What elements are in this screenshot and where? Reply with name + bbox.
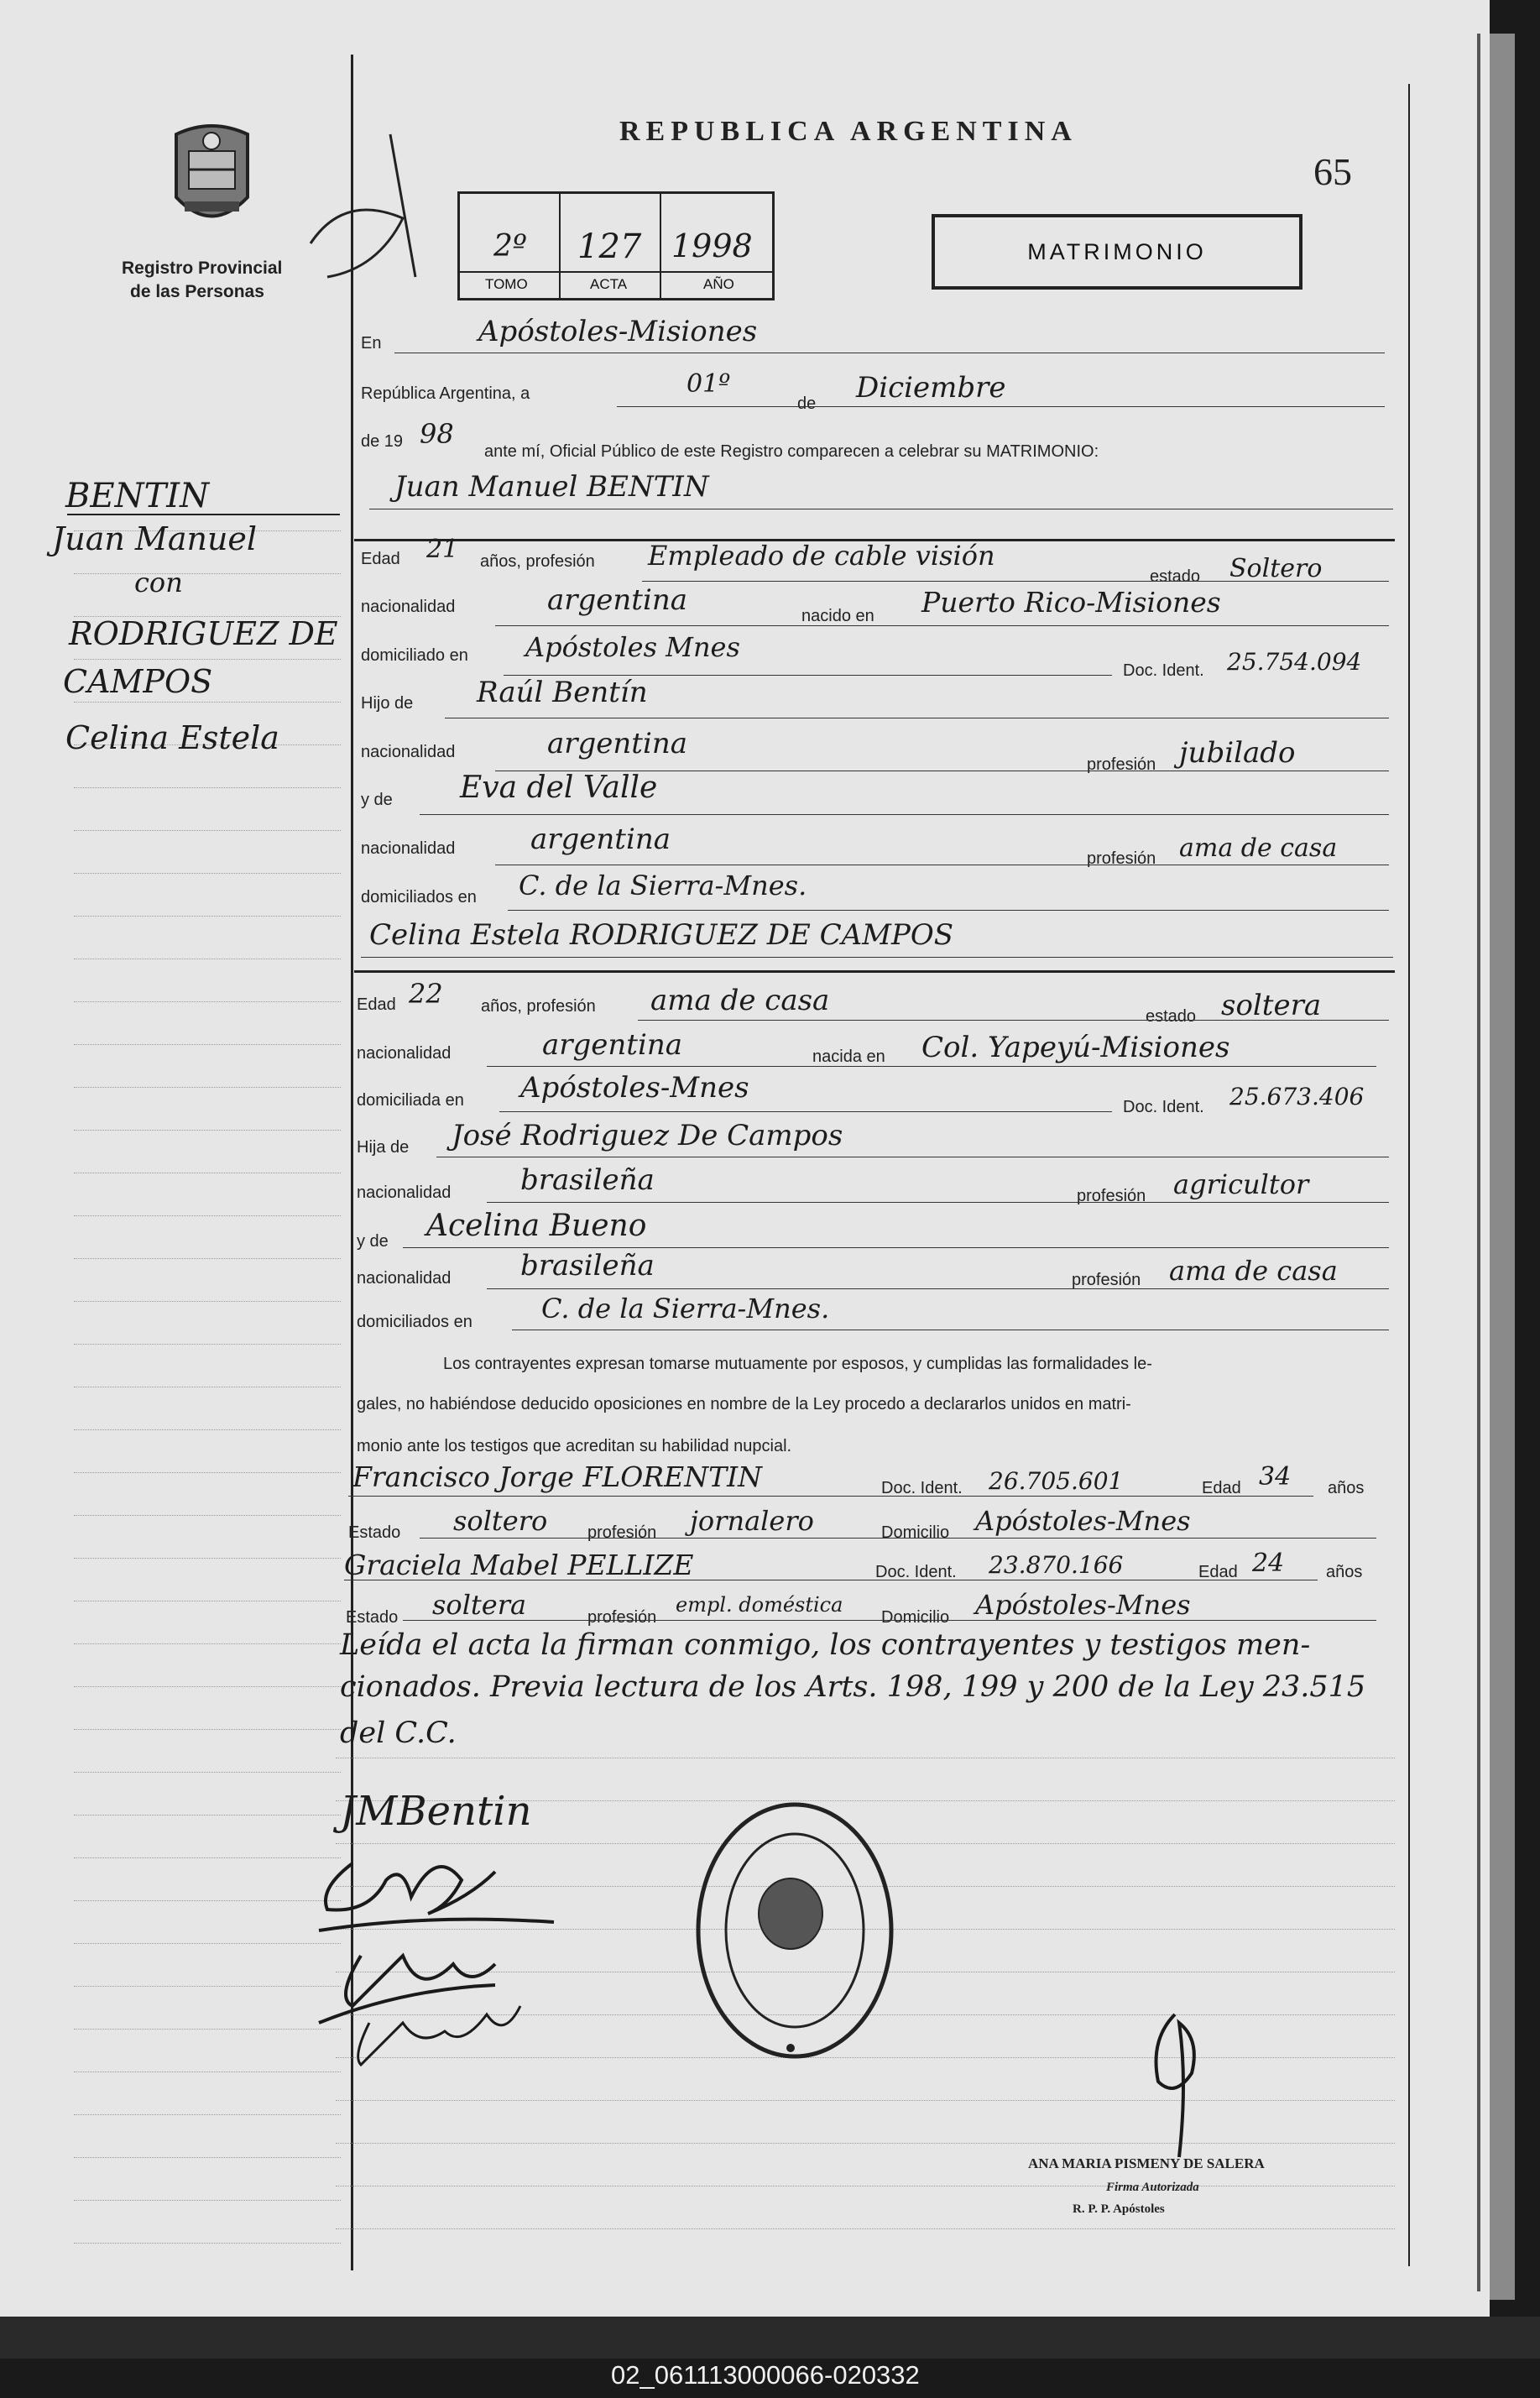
official-name: ANA MARIA PISMENY DE SALERA [1028,2155,1265,2171]
margin-rule [74,1044,341,1045]
bride-father-prof-label: profesión [1077,1187,1146,1205]
bride-father: José Rodriguez De Campos [452,1119,843,1152]
witness1-name: Francisco Jorge FLORENTIN [352,1460,763,1493]
margin-surname: BENTIN [65,477,210,515]
year-suffix-value: 98 [420,418,454,450]
groom-full-name: Juan Manuel BENTIN [394,470,709,504]
witness2-domicilio-label: Domicilio [881,1608,950,1627]
witness1-profesion-label: profesión [587,1523,657,1542]
margin-rule [74,1130,341,1131]
closing-line3: del C.C. [340,1716,457,1750]
groom-civil-status: Soltero [1229,554,1323,583]
witness1-anos-label: años [1328,1479,1365,1497]
bride-name-underline [361,957,1393,958]
groom-parents-domicile: C. de la Sierra-Mnes. [519,870,807,901]
document-type: MATRIMONIO [1027,239,1207,264]
bride-doc-label: Doc. Ident. [1123,1098,1204,1116]
groom-nationality-underline [495,625,1389,626]
groom-hijo-label: Hijo de [361,694,414,713]
bride-full-name: Celina Estela RODRIGUEZ DE CAMPOS [369,918,954,952]
body-rule [336,2228,1395,2229]
groom-domiciliado-label: domiciliado en [361,646,468,665]
witness1-profession: jornalero [690,1505,814,1537]
groom-mother-underline [420,814,1389,815]
bride-domiciliados-label: domiciliados en [357,1313,472,1331]
witness1-doc-label: Doc. Ident. [881,1479,963,1497]
margin-rule [74,2029,341,2030]
tomo-acta-ano-box [457,191,775,300]
bride-profession-underline [638,1020,1389,1021]
margin-rule [74,1943,341,1944]
margin-rule [74,1900,341,1901]
bride-mother-underline [403,1247,1389,1248]
witness2-edad-label: Edad [1198,1563,1238,1581]
witness1-underline [348,1496,1313,1497]
groom-father-nac-label: nacionalidad [361,743,456,761]
groom-profession-underline [642,581,1389,582]
groom-parents-dom-underline [508,910,1389,911]
margin-rule [74,1258,341,1259]
closing-line1: Leída el acta la firman conmigo, los contrayentes y testigos men- [340,1628,1311,1662]
official-title: Firma Autorizada [1106,2181,1199,2194]
registry-name-line2: de las Personas [130,282,264,301]
groom-mother-nac-label: nacionalidad [361,839,456,858]
groom-birthplace: Puerto Rico-Misiones [921,586,1221,619]
bride-divider [354,970,1395,973]
page-edge-line [1477,34,1480,2291]
groom-mother-prof-label: profesión [1087,849,1156,868]
margin-rule [74,1429,341,1430]
groom-anos-profesion-label: años, profesión [480,552,595,571]
country-title: REPUBLICA ARGENTINA [619,116,1078,147]
en-label: En [361,334,382,353]
witness2-civil-status: soltera [432,1589,527,1621]
witness2-estado-underline [403,1620,1376,1621]
ante-label: ante mí, Oficial Público de este Registro comparecen a celebrar su MATRIMONIO: [484,442,1099,461]
year-prefix-label: de 19 [361,432,404,451]
margin-rule [74,1643,341,1644]
margin-rule [74,1686,341,1687]
bride-domicile-underline [499,1111,1112,1112]
groom-estado-label: estado [1150,567,1201,586]
groom-father: Raúl Bentín [477,676,648,709]
margin-rule [74,1515,341,1516]
groom-father-profession: jubilado [1179,736,1296,770]
place-value: Apóstoles-Misiones [478,315,758,348]
ano-label: AÑO [703,276,734,292]
acta-value: 127 [577,227,642,266]
margin-rule [74,1857,341,1858]
bride-anos-profesion-label: años, profesión [481,997,596,1016]
margin-rule [74,873,341,874]
declaration-line3: monio ante los testigos que acreditan su habilidad nupcial. [357,1437,792,1455]
box-divider-1 [559,194,561,298]
box-divider-2 [660,194,661,298]
bride-mother-profession: ama de casa [1169,1255,1338,1287]
day-value: 01º [686,369,731,399]
margin-rule [74,1472,341,1473]
signature-1: JMBentin [340,1788,532,1835]
margin-spouse-first-names: Celina Estela [65,719,279,756]
document-type-box [932,214,1302,290]
declaration-line1: Los contrayentes expresan tomarse mutuamente por esposos, y cumplidas las formalidades le- [443,1355,1152,1373]
page-number: 65 [1313,150,1352,193]
de-label: de [797,394,817,413]
witness2-age: 24 [1252,1549,1285,1578]
tomo-value: 2º [493,229,527,264]
official-office: R. P. P. Apóstoles [1073,2202,1165,2216]
witness2-name: Graciela Mabel PELLIZE [344,1549,694,1581]
bride-mother-nac-label: nacionalidad [357,1269,452,1288]
bride-age: 22 [409,978,443,1010]
registry-name-line1: Registro Provincial [122,259,283,278]
groom-mother: Eva del Valle [460,771,658,805]
margin-rule [74,1772,341,1773]
bride-mother-nac-underline [487,1288,1389,1289]
bride-estado-label: estado [1146,1007,1197,1026]
margin-rule [74,1215,341,1216]
bride-y-de-label: y de [357,1232,389,1251]
margin-rule [74,2114,341,2115]
official-stamp [690,1796,900,2065]
margin-rule [74,1344,341,1345]
witness2-doc-ident: 23.870.166 [989,1551,1124,1579]
witness1-civil-status: soltero [453,1505,548,1537]
official-signature [1141,2006,1217,2166]
margin-rule [74,1087,341,1088]
bride-parents-domicile: C. de la Sierra-Mnes. [541,1293,830,1324]
bride-edad-label: Edad [357,995,396,1014]
bride-civil-status: soltera [1221,989,1322,1022]
book-edge [1490,34,1515,2300]
body-rule [336,2100,1395,2101]
ano-value: 1998 [671,227,753,264]
pen-scribble [277,126,462,294]
bride-domiciliada-label: domiciliada en [357,1091,464,1110]
margin-connector: con [134,567,183,598]
bride-mother-prof-label: profesión [1072,1271,1141,1289]
bottom-shadow [0,2317,1540,2359]
signatures-scribbles [302,1830,571,2073]
bride-hija-label: Hija de [357,1138,410,1157]
bride-father-nationality: brasileña [520,1163,655,1197]
groom-nationality: argentina [547,583,688,617]
witness1-domicile: Apóstoles-Mnes [975,1505,1191,1537]
bride-nacionalidad-label: nacionalidad [357,1044,452,1063]
witness1-age: 34 [1259,1462,1292,1492]
bride-mother: Acelina Bueno [426,1209,647,1243]
margin-spouse-surname-2: CAMPOS [63,663,213,700]
groom-nacido-en-label: nacido en [801,607,874,625]
witness2-doc-label: Doc. Ident. [875,1563,957,1581]
margin-rule [74,1001,341,1002]
file-id: 02_061113000066-020332 [611,2360,920,2390]
margin-rule [74,830,341,831]
bride-domicile: Apóstoles-Mnes [520,1071,749,1105]
margin-rule [74,1558,341,1559]
bride-father-profession: agricultor [1173,1168,1309,1200]
bride-birthplace: Col. Yapeyú-Misiones [921,1031,1230,1064]
groom-profession: Empleado de cable visión [648,540,995,572]
body-rule [336,2143,1395,2144]
groom-age: 21 [426,535,459,564]
bride-nationality: argentina [542,1028,683,1062]
bride-doc-ident: 25.673.406 [1229,1083,1365,1110]
date-underline [617,406,1385,407]
witness2-estado-label: Estado [346,1608,399,1627]
groom-domicile: Apóstoles Mnes [525,631,740,663]
groom-edad-label: Edad [361,550,400,568]
coat-of-arms-emblem [159,118,264,239]
witness2-profession: empl. doméstica [676,1593,843,1617]
bride-father-nac-underline [487,1202,1389,1203]
right-border-line [1408,84,1410,2266]
margin-rule [74,2200,341,2201]
bride-profession: ama de casa [650,984,830,1017]
groom-mother-profession: ama de casa [1179,833,1338,863]
groom-mother-nationality: argentina [530,823,671,856]
margin-rule [74,1301,341,1302]
bride-nacida-en-label: nacida en [812,1047,885,1066]
margin-rule [74,916,341,917]
witness2-profesion-label: profesión [587,1608,657,1627]
groom-doc-label: Doc. Ident. [1123,661,1204,680]
margin-rule [74,2157,341,2158]
margin-rule [74,1986,341,1987]
bride-father-nac-label: nacionalidad [357,1183,452,1202]
margin-spouse-surname-1: RODRIGUEZ DE [69,615,338,652]
box-label-divider [460,271,772,273]
margin-rule [74,787,341,788]
witness1-estado-label: Estado [348,1523,401,1542]
witness1-doc-ident: 26.705.601 [989,1467,1124,1495]
witness2-domicile: Apóstoles-Mnes [975,1589,1191,1621]
margin-rule [74,2071,341,2072]
groom-y-de-label: y de [361,791,393,809]
tomo-label: TOMO [485,276,528,292]
witness1-domicilio-label: Domicilio [881,1523,950,1542]
witness1-estado-underline [420,1538,1376,1539]
declaration-line2: gales, no habiéndose deducido oposiciones en nombre de la Ley procedo a declararlos unidos en matri- [357,1395,1131,1413]
republica-label: República Argentina, a [361,384,530,403]
groom-nacionalidad-label: nacionalidad [361,598,456,616]
groom-father-prof-label: profesión [1087,755,1156,774]
margin-rule [74,659,341,660]
groom-domiciliados-label: domiciliados en [361,888,477,906]
month-value: Diciembre [856,371,1006,405]
groom-father-nationality: argentina [547,727,688,760]
margin-rule [74,1729,341,1730]
margin-rule [74,702,341,703]
margin-first-names: Juan Manuel [52,520,258,557]
groom-doc-ident: 25.754.094 [1227,648,1362,676]
witness2-anos-label: años [1326,1563,1363,1581]
margin-rule [74,573,341,574]
bride-mother-nationality: brasileña [520,1249,655,1283]
bride-nationality-underline [487,1066,1376,1067]
witness1-edad-label: Edad [1202,1479,1241,1497]
margin-rule [74,2243,341,2244]
closing-line2: cionados. Previa lectura de los Arts. 198, 199 y 200 de la Ley 23.515 [340,1670,1366,1704]
acta-label: ACTA [590,276,628,292]
